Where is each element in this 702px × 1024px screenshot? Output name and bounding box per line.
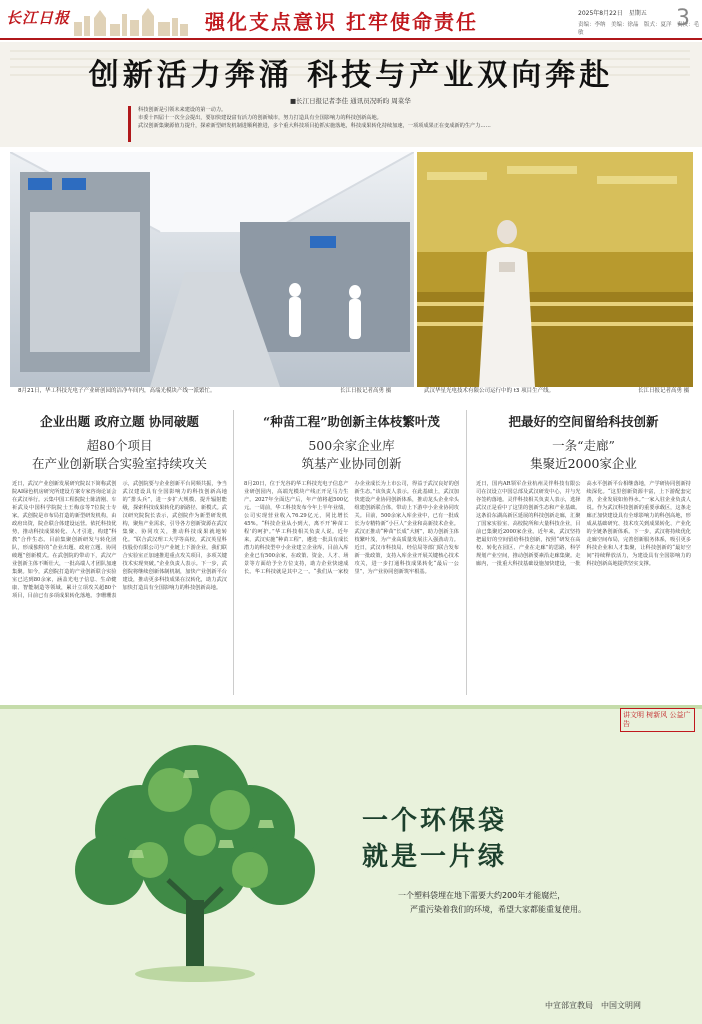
article-kicker: 把最好的空间留给科技创新 <box>508 414 659 429</box>
issue-date: 2025年8月22日 星期五 <box>578 10 647 17</box>
article-headline: 一条“走廊” <box>552 438 615 453</box>
article-body: 8月20日，位于光谷的华工科技光电子信息产业研创园内，高端光模块产线正开足马力生产。2027年全面达产后，年产值将超500亿元。一周前，华工科技发布今年上半年业绩，公司实现营业收入76.29亿元，同比增长45%。“科技企业从小到大，离不开‘种苗工程’的呵护。”华工科技相关负责人说。近年来，武汉实施“种苗工程”，遴选一批具有成长潜力的科技型中小企业建立企业库，目前入库企业已有500余家，在政策、资金、人才、场景等方面给予全方位支持，助力企业快速成长。华工科技就是其中之一。“我们从一家校办企业成长为上市公司，得益于武汉良好的创新生态。”该负责人表示。在此基础上，武汉加快建设产业协同创新体系，推动龙头企业牵头组建创新联合体，带动上下游中小企业协同攻关。目前，500余家入库企业中，已有一批成长为专精特新“小巨人”企业和高新技术企业。武汉正推动“种苗”长成“大树”，助力创新主体枝繁叶茂，为产业高质量发展注入强劲动力。近日，武汉市科技局、经信局等部门联合发布新一批政策，支持入库企业开展关键核心技术攻关，进一步打通科技成果转化“最后一公里”，为产业协同创新筑牢根基。 <box>244 481 459 575</box>
article-kicker: 企业出题 政府立题 协同破题 <box>40 414 199 429</box>
skyline-icon <box>70 4 190 36</box>
article-subheadline: 集聚近2000家企业 <box>530 456 637 471</box>
civility-stamp: 讲文明 树新风 公益广告 <box>620 708 695 732</box>
article-body: 近日，武汉产业创新发展研究院以下简称武创院AI绿色机房研究所建设方案专家咨询论证会在武汉举行。云集中国工程院院士陈清刚、车祈武及中国科学院院士王梅彦等7位院士专家。武创院是市布局打造的新型研发机构，由政府出资，院企联合体建设运营。依托科技优势，推动科技成果转化、人才引进，构建“科教”合作生态。目前集聚创新研发与转化团队，形成独特的“企业出题、政府立题、协同破题”创新模式。在武创院的带动下，武汉产业创新主体不断壮大，一批高端人才团队加速集聚。如今，武创院打造的产业创新联合实验室已达到80余家，涵盖光电子信息、生命健康、智能制造等领域，累计立项攻关超80个项目，目前已有多项成果转化落地。李珊珊表示，武创院要与企业创新平台同频共振，争当武汉建设具有全国影响力的科技创新高地的“排头兵”，进一步扩大规模、提升辐射能级，探索科技成果转化的新路径、新模式。武汉研究院院长表示，武创院作为新型研发机构，聚焦产业需求，引导各方创新资源在武汉集聚、协同攻关，推动科技成果就地转化。“联合武汉理工大学等高校，武汉英星科技股份有限公司与产业链上下游企业，我们联合实验室正加速推进重点攻关项目，多项关键技术实现突破。”企业负责人表示。下一步，武创院将继续创新体制机制，加快产业创新平台建设，推动更多科技成果在汉转化，助力武汉加快打造具有全国影响力的科技创新高地。 <box>12 481 227 599</box>
intro-line: 市委十四届十一次全会提出，要加快建设富有活力的创新城市，努力打造具有全国影响力的科技创新高地。 <box>138 115 382 121</box>
article-subheadline: 在产业创新联合实验室持续攻关 <box>31 456 207 471</box>
column-divider <box>466 410 467 695</box>
article-body: 近日，国内AR领军企业杭州灵伴科技有限公司在汉设立中国总部及武汉研发中心，并与光谷签约落地。灵伴科技相关负责人表示，选择武汉正是看中了这里的创新生态和产业基础。这条沿东湖高新区延展的科技创新走廊，汇聚了国家实验室、高校院所和大量科技企业，目前已集聚近2000家企业。近年来，武汉坚持把最好的空间留给科技创新，按照“研发在高校、转化在园区、产业在走廊”的思路，科学规划产业空间，推动创新要素沿走廊集聚。走廊内，一批重大科技基础设施加快建设，一批高水平创新平台相继落地，产学研协同创新持续深化。“这里创新资源丰富，上下游配套完善，企业发展如鱼得水。”一家入驻企业负责人说。作为武汉科技创新的重要承载区，这条走廊正加快建设具有全球影响力的科创高地，形成从基础研究、技术攻关到成果转化、产业化的全链条创新体系。下一步，武汉将持续优化走廊空间布局，完善创新服务体系，吸引更多科技企业和人才集聚，让科技创新的“最好空间”持续释放活力，为建设具有全国影响力的科技创新高地提供坚实支撑。 <box>476 481 691 567</box>
editor-credits: 责编：李纳 美编：徐晶 版式：夏洋 责校：毛敏 <box>578 22 700 36</box>
ad-publisher: 中宣部宣教局 中国文明网 <box>545 1001 641 1010</box>
ad-subtitle: 一个塑料袋埋在地下需要大约200年才能腐烂， <box>398 891 566 900</box>
intro-line: 武汉创新集聚源值力提升，探索新型研发机制进顺利推进，多个重大科技项目抢抓实施落地，科技成果转化持续加速，一项项成果正在变成新的生产力…… <box>138 123 491 129</box>
newspaper-logo: 长江日报 <box>6 9 71 27</box>
article-headline: 超80个项目 <box>86 438 153 453</box>
photo-caption: 8月21日，华工科技光电子产业研创园的洁净车间内，高端光模块产线一派繁忙。 <box>18 388 216 394</box>
photo-credit: 长江日报记者高勇 摄 <box>340 388 392 394</box>
intro-line: 科技创新是引领未来建设的第一动力。 <box>138 107 227 113</box>
photo-credit: 长江日报记者高勇 摄 <box>638 388 690 394</box>
article-kicker: “种苗工程”助创新主体枝繁叶茂 <box>263 414 440 429</box>
ad-subtitle: 严重污染着我们的环境，希望大家都能重复使用。 <box>410 905 586 914</box>
article-column-3 <box>476 412 691 716</box>
ad-title: 就是一片绿 <box>362 842 508 872</box>
intro-paragraph <box>138 106 668 130</box>
page-number: 3 <box>676 6 690 31</box>
production-line-photo <box>417 152 693 387</box>
bag-tree-illustration <box>50 730 340 990</box>
article-column-2 <box>244 412 459 716</box>
byline: ■长江日报记者李佳 通讯员况昕昀 周菜华 <box>290 97 411 105</box>
article-column-1 <box>12 412 227 716</box>
ad-title: 一个环保袋 <box>362 806 508 836</box>
photo-caption: 武汉华星光电技术有限公司运行中的 t3 项目生产线。 <box>424 388 555 394</box>
column-divider <box>233 410 234 695</box>
article-subheadline: 筑基产业协同创新 <box>301 456 402 471</box>
article-headline: 500余家企业库 <box>308 438 395 453</box>
main-headline: 创新活力奔涌 科技与产业双向奔赴 <box>88 58 614 93</box>
intro-accent-bar <box>128 106 131 142</box>
page-slogan: 强化支点意识 扛牢使命责任 <box>205 10 478 34</box>
cleanroom-photo <box>10 152 414 387</box>
ad-top-border <box>0 705 702 709</box>
